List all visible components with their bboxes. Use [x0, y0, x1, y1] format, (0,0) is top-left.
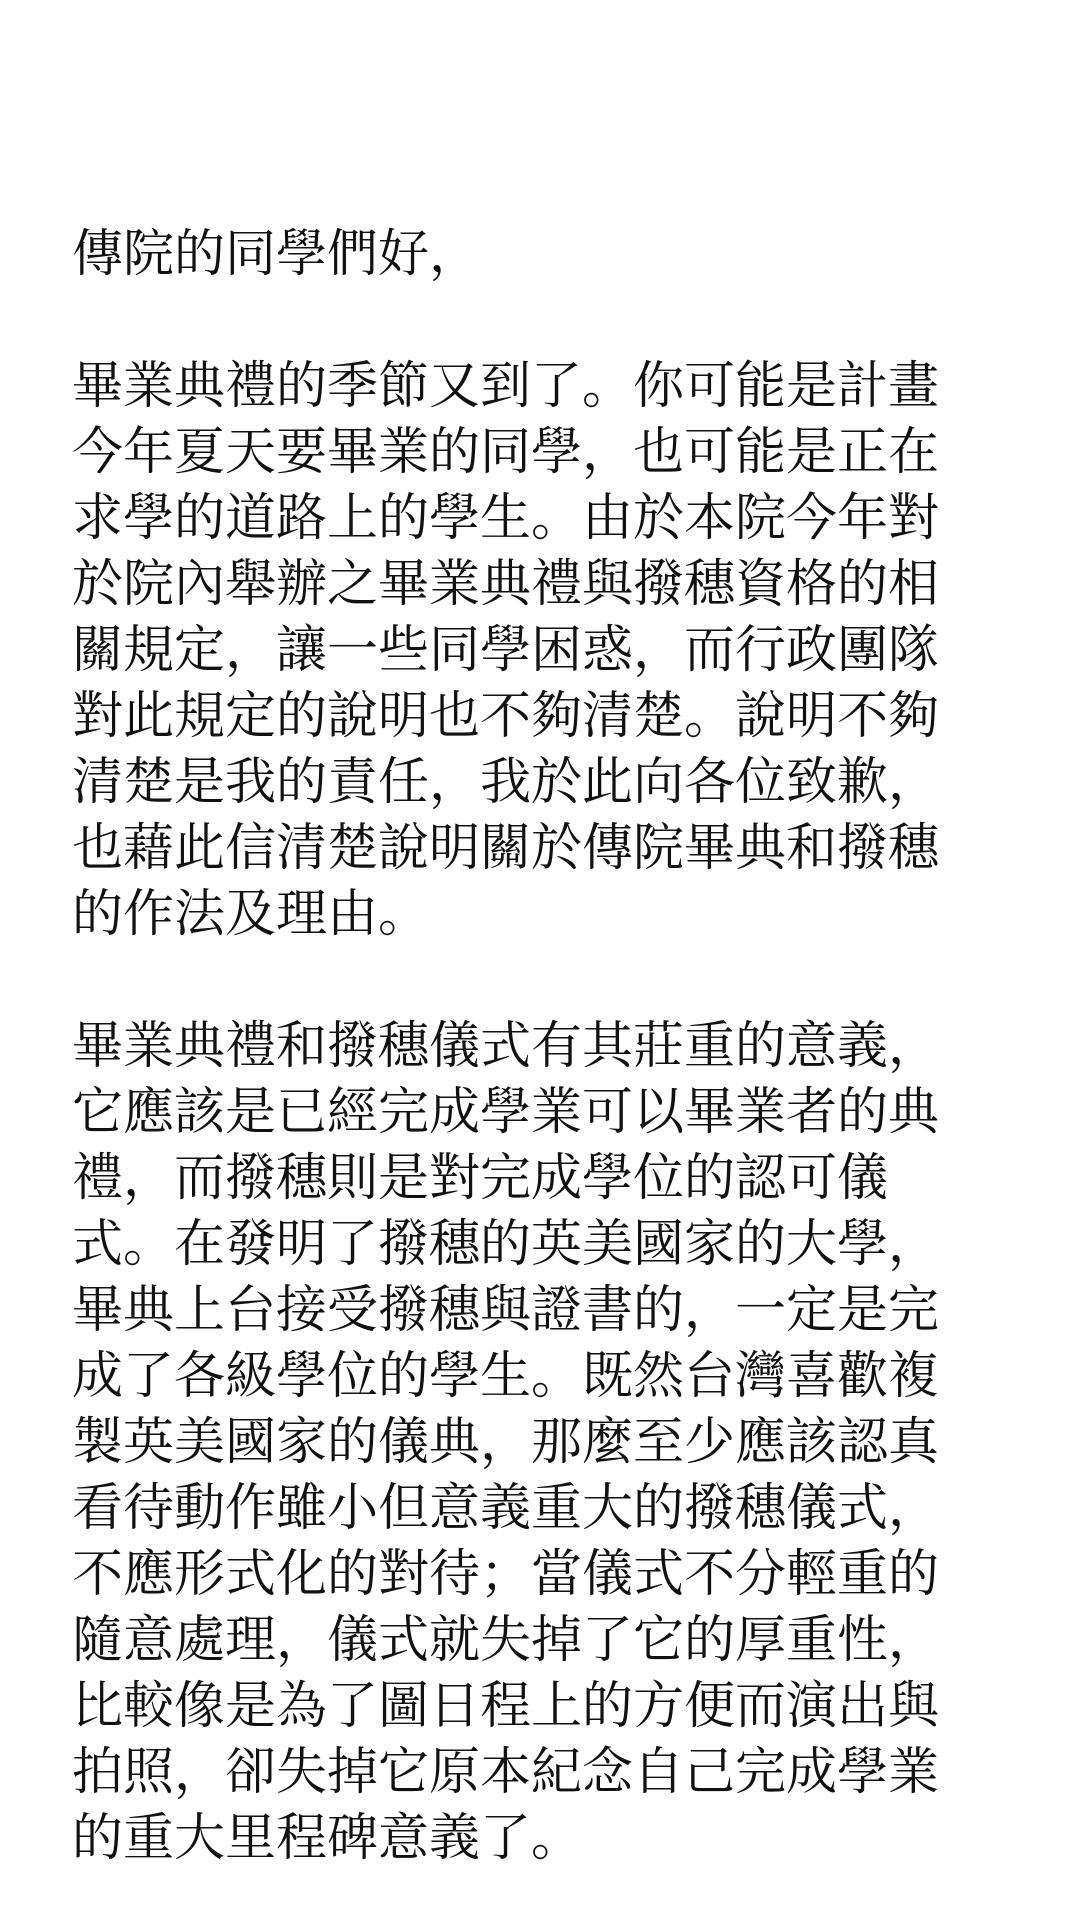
- paragraph-line: 畢業典禮的季節又到了。你可能是計畫: [72, 357, 940, 416]
- paragraph-line: 也藉此信清楚說明關於傳院畢典和撥穗: [72, 819, 940, 878]
- paragraph-line: 製英美國家的儀典，那麼至少應該認真: [72, 1413, 940, 1472]
- paragraph-line: 不應形式化的對待；當儀式不分輕重的: [72, 1545, 940, 1604]
- paragraph-2: [72, 1014, 1008, 1872]
- paragraph-1: [72, 354, 1008, 948]
- paragraph-line: 它應該是已經完成學業可以畢業者的典: [72, 1083, 940, 1142]
- paragraph-line: 清楚是我的責任，我於此向各位致歉，: [72, 753, 940, 812]
- paragraph-line: 畢典上台接受撥穗與證書的，一定是完: [72, 1281, 940, 1340]
- greeting-line: 傳院的同學們好，: [72, 225, 481, 284]
- paragraph-line: 今年夏天要畢業的同學，也可能是正在: [72, 423, 940, 482]
- paragraph-line: 於院內舉辦之畢業典禮與撥穗資格的相: [72, 555, 940, 614]
- paragraph-line: 禮，而撥穗則是對完成學位的認可儀: [72, 1149, 889, 1208]
- paragraph-line: 求學的道路上的學生。由於本院今年對: [72, 489, 940, 548]
- paragraph-line: 對此規定的說明也不夠清楚。說明不夠: [72, 687, 940, 746]
- paragraph-line: 比較像是為了圖日程上的方便而演出與: [72, 1677, 940, 1736]
- paragraph-line: 的作法及理由。: [72, 885, 430, 944]
- paragraph-line: 畢業典禮和撥穗儀式有其莊重的意義，: [72, 1017, 940, 1076]
- paragraph-line: 關規定，讓一些同學困惑，而行政團隊: [72, 621, 940, 680]
- paragraph-line: 看待動作雖小但意義重大的撥穗儀式，: [72, 1479, 940, 1538]
- paragraph-line: 拍照，卻失掉它原本紀念自己完成學業: [72, 1743, 940, 1802]
- paragraph-line: 成了各級學位的學生。既然台灣喜歡複: [72, 1347, 940, 1406]
- paragraph-line: 的重大里程碑意義了。: [72, 1809, 583, 1868]
- paragraph-line: 式。在發明了撥穗的英美國家的大學，: [72, 1215, 940, 1274]
- paragraph-line: 隨意處理，儀式就失掉了它的厚重性，: [72, 1611, 940, 1670]
